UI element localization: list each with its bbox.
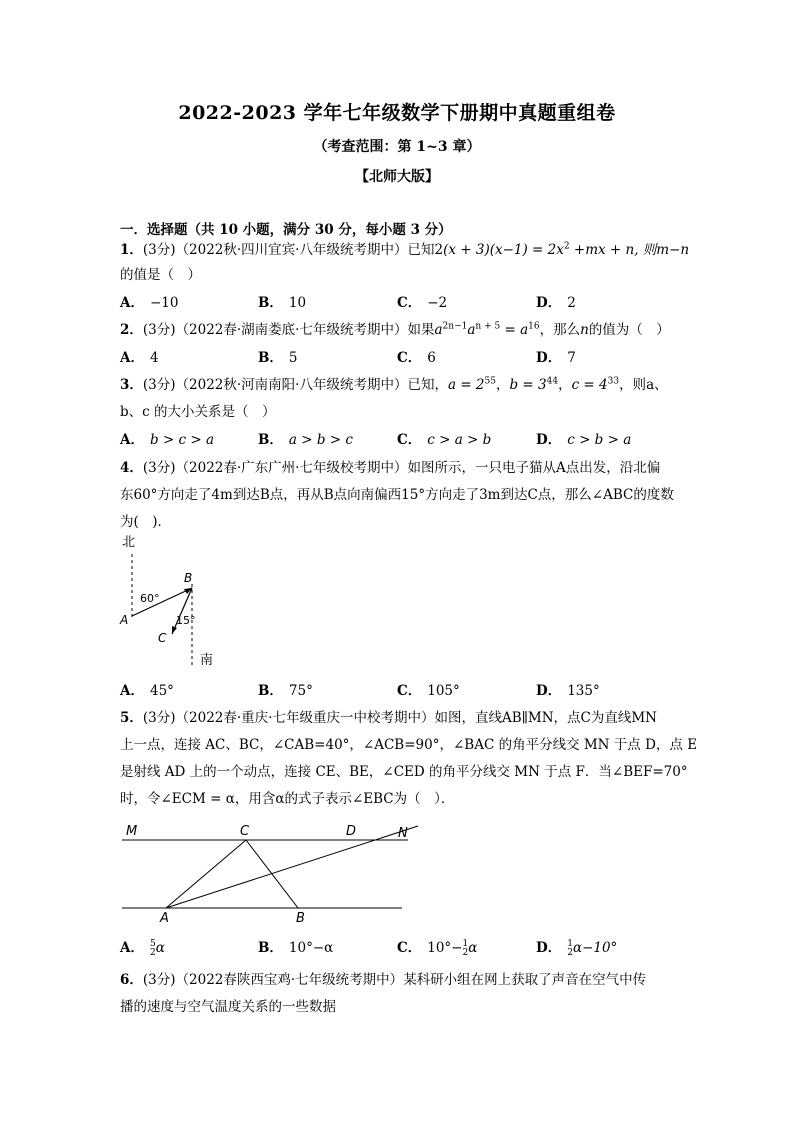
q2-number: 2． xyxy=(120,322,143,338)
q3-number: 3． xyxy=(120,377,143,393)
question-6: 6．(3分)（2022春陕西宝鸡·七年级统考期中）某科研小组在网上获取了声音在空气中传 xyxy=(120,972,647,988)
q3-option-b[interactable]: B． a > b > c xyxy=(258,432,353,448)
q4-option-b[interactable]: B． 75° xyxy=(258,683,313,699)
q5-line-4: 时，令∠ECM = α，用含α的式子表示∠EBC为（ ）． xyxy=(120,791,455,807)
angle-60-label: 60° xyxy=(140,592,160,605)
q6-score: (3分) xyxy=(142,972,176,988)
point-a: A xyxy=(160,911,169,926)
q5-option-b[interactable]: B． 10°−α xyxy=(258,940,334,956)
q1-square: 2 xyxy=(563,241,570,252)
page-title: 2022-2023 学年七年级数学下册期中真题重组卷 xyxy=(178,102,616,124)
q4-line-3: 为( )． xyxy=(120,514,172,530)
point-c: C xyxy=(158,631,167,645)
edition-label: 【北师大版】 xyxy=(355,169,439,185)
question-4: 4．(3分)（2022春·广东广州·七年级校考期中）如图所示，一只电子猫从A点出发，沿北偏 xyxy=(120,460,661,476)
q3-option-d[interactable]: D． c > b > a xyxy=(536,432,632,448)
q5-line-2: 上一点，连接 AC、BC，∠CAB=40°，∠ACB=90°，∠BAC 的角平分线交 MN 于点 D，点 E xyxy=(120,737,698,753)
page-subtitle: （考查范围：第 1~3 章） xyxy=(313,139,481,155)
q6-line-2: 播的速度与空气温度关系的一些数据 xyxy=(120,999,336,1015)
q4-number: 4． xyxy=(120,460,143,476)
q1-source: （2022秋·四川宜宾·八年级统考期中） xyxy=(175,242,408,258)
q5-number: 5． xyxy=(120,710,143,726)
q5-figure xyxy=(118,818,424,926)
q2-score: (3分) xyxy=(142,322,176,338)
q3-option-c[interactable]: C． c > a > b xyxy=(397,432,492,448)
q2-option-d[interactable]: D． 7 xyxy=(536,350,576,366)
q1-text-b: +mx + n, 则m−n xyxy=(569,242,690,258)
north-label: 北 xyxy=(122,535,136,550)
q2-source: （2022春·湖南娄底·七年级统考期中） xyxy=(175,322,408,338)
angle-15-label: 15° xyxy=(176,614,196,627)
point-d: D xyxy=(346,824,357,839)
q5-option-a[interactable]: A． 5 2 α xyxy=(120,938,165,958)
point-m: M xyxy=(126,824,138,839)
q4-figure xyxy=(112,530,222,670)
q5-option-d[interactable]: D． 1 2 α−10° xyxy=(536,938,618,958)
point-c: C xyxy=(240,824,250,839)
q1-text-a: 已知2 xyxy=(407,242,444,258)
question-5: 5．(3分)（2022春·重庆·七年级重庆一中校考期中）如图，直线AB∥MN，点C为直线MN xyxy=(120,710,657,726)
ray-ad xyxy=(166,826,418,908)
q1-expr: (x + 3)(x−1) = 2x xyxy=(443,242,564,258)
point-b: B xyxy=(184,571,193,585)
point-n: N xyxy=(398,826,408,841)
q1-score: (3分) xyxy=(142,242,176,258)
q6-source: （2022春陕西宝鸡·七年级统考期中） xyxy=(175,972,404,988)
segment-ac xyxy=(166,840,246,908)
q4-source: （2022春·广东广州·七年级校考期中） xyxy=(175,460,408,476)
q2-text-a: 如果 xyxy=(407,322,435,338)
q2-option-a[interactable]: A． 4 xyxy=(120,350,159,366)
q2-option-c[interactable]: C． 6 xyxy=(397,350,436,366)
q5-score: (3分) xyxy=(142,710,176,726)
q3-option-a[interactable]: A． b > c > a xyxy=(120,432,215,448)
q5-line-3: 是射线 AD 上的一个动点，连接 CE、BE，∠CED 的角平分线交 MN 于点 F．当∠BEF=70° xyxy=(120,764,688,780)
q5-option-c[interactable]: C． 10°− 1 2 α xyxy=(397,938,478,958)
q1-option-b[interactable]: B． 10 xyxy=(258,295,307,311)
segment-bc xyxy=(172,588,192,634)
q5-source: （2022春·重庆·七年级重庆一中校考期中） xyxy=(175,710,435,726)
q4-option-a[interactable]: A． 45° xyxy=(120,683,174,699)
q4-score: (3分) xyxy=(142,460,176,476)
q4-option-c[interactable]: C． 105° xyxy=(397,683,460,699)
arrow-c xyxy=(172,626,177,634)
question-1 xyxy=(120,238,689,258)
q1-option-a[interactable]: A． −10 xyxy=(120,295,179,311)
point-a: A xyxy=(120,613,129,627)
q3-source: （2022秋·河南南阳·八年级统考期中） xyxy=(175,377,408,393)
point-b: B xyxy=(296,911,305,926)
q2-option-b[interactable]: B． 5 xyxy=(258,350,298,366)
question-2: 2．(3分)（2022春·湖南娄底·七年级统考期中）如果$a^{2n-1}a^{n + 5} = a^{16}$，那么n的值为（ ） xyxy=(120,321,670,338)
south-label: 南 xyxy=(200,653,214,668)
q1-option-d[interactable]: D． 2 xyxy=(536,295,576,311)
q4-option-d[interactable]: D． 135° xyxy=(536,683,600,699)
q6-number: 6． xyxy=(120,972,143,988)
question-3: 3．(3分)（2022秋·河南南阳·八年级统考期中）已知，$a = 2^{55}$，$b = 3^{44}$，$c = 4^{33}$，则a、 xyxy=(120,376,668,393)
section-heading: 一．选择题（共 10 小题，满分 30 分，每小题 3 分） xyxy=(120,222,452,238)
q3-line-2: b、c 的大小关系是（ ） xyxy=(120,404,276,420)
q3-score: (3分) xyxy=(142,377,176,393)
q1-option-c[interactable]: C． −2 xyxy=(397,295,448,311)
q1-number: 1． xyxy=(120,242,143,258)
q1-line-2: 的值是（ ） xyxy=(120,267,201,283)
q4-line-2: 东60°方向走了4m到达B点，再从B点向南偏西15°方向走了3m到达C点，那么∠ABC的度数 xyxy=(120,487,674,503)
